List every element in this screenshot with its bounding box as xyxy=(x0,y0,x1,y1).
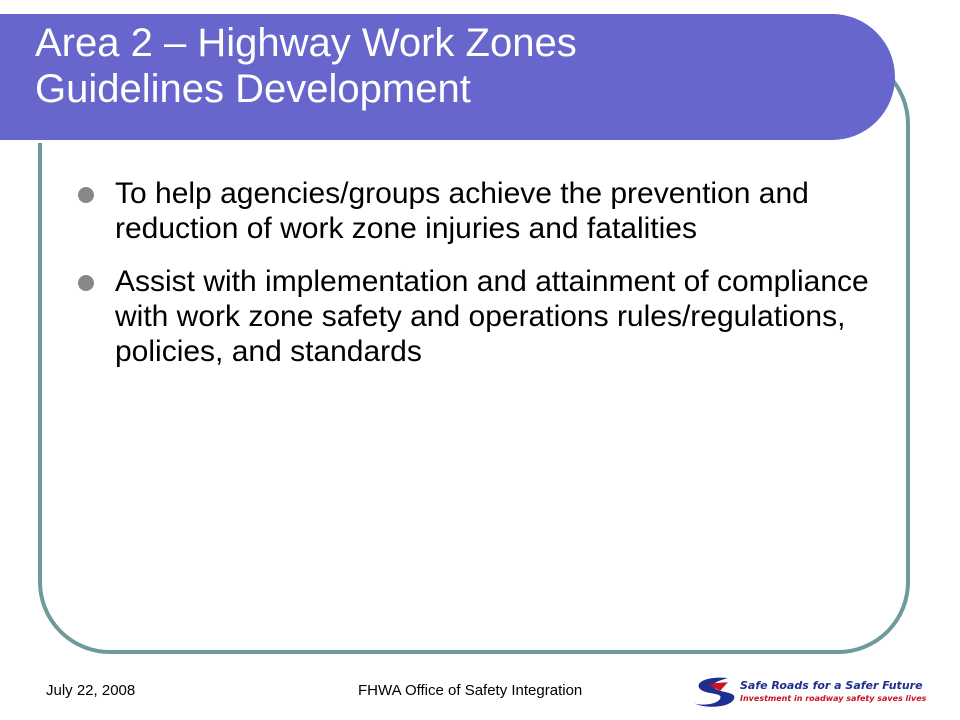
bullet-dot-icon xyxy=(78,275,94,291)
bullet-text: To help agencies/groups achieve the prevention and reduction of work zone injuries and fatalities xyxy=(115,177,809,245)
bullet-dot-icon xyxy=(78,187,94,203)
logo-tagline: Investment in roadway safety saves lives xyxy=(740,694,927,703)
slide-title xyxy=(35,20,875,112)
title-line-2: Guidelines Development xyxy=(35,67,471,111)
footer-organization: FHWA Office of Safety Integration xyxy=(358,682,583,699)
bullet-item xyxy=(78,264,878,369)
logo-swoosh-icon xyxy=(694,678,734,707)
footer-date: July 22, 2008 xyxy=(46,682,136,699)
title-underline xyxy=(0,140,850,143)
bullet-list xyxy=(78,176,878,387)
logo-title: Safe Roads for a Safer Future xyxy=(740,679,923,692)
title-line-1: Area 2 – Highway Work Zones xyxy=(35,21,577,65)
safe-roads-logo xyxy=(690,672,936,710)
bullet-item xyxy=(78,176,878,246)
bullet-text: Assist with implementation and attainment of compliance with work zone safety and operations rules/regulations, policies, and standards xyxy=(115,265,869,368)
